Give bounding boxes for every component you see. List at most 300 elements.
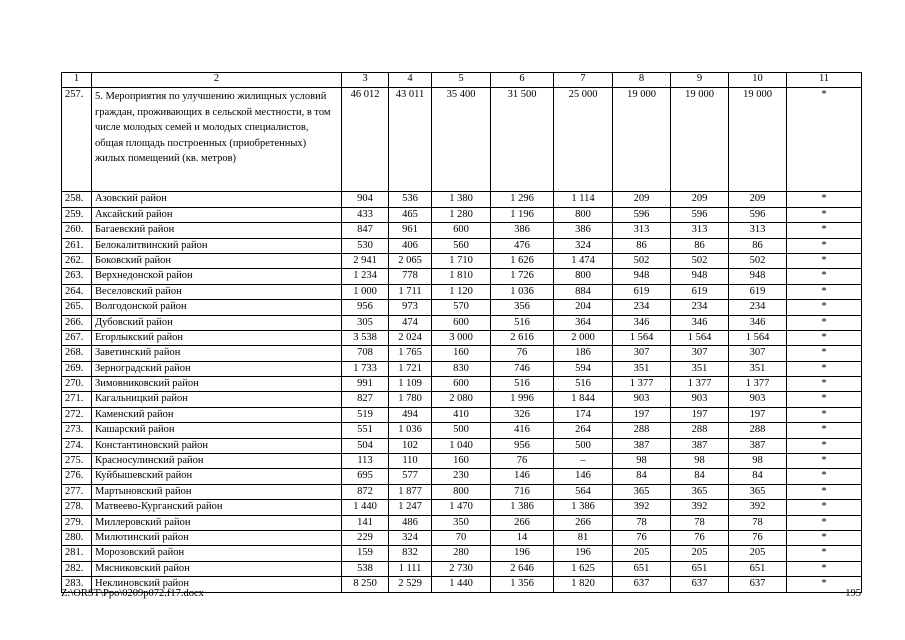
- value-cell: 1 377: [613, 377, 671, 392]
- value-cell: 205: [729, 546, 787, 561]
- value-cell: 2 065: [389, 253, 432, 268]
- value-cell: 800: [432, 484, 491, 499]
- value-cell: 778: [389, 269, 432, 284]
- table-row: [62, 88, 862, 192]
- value-cell: 1 820: [554, 577, 613, 592]
- value-cell: 84: [613, 469, 671, 484]
- value-cell: *: [787, 407, 862, 422]
- table-row: [62, 207, 862, 222]
- table-row: [62, 484, 862, 499]
- value-cell: 146: [491, 469, 554, 484]
- value-cell: *: [787, 315, 862, 330]
- value-cell: 209: [613, 192, 671, 207]
- row-name: 5. Мероприятия по улучшению жилищных условий граждан, проживающих в сельской местности, в том числе молодых семей и молодых специалистов, общая площадь построенных (приобретенных) жилых помещений (кв. метров): [92, 88, 342, 192]
- value-cell: 110: [389, 454, 432, 469]
- value-cell: *: [787, 253, 862, 268]
- table-row: [62, 253, 862, 268]
- value-cell: 326: [491, 407, 554, 422]
- table-row: [62, 469, 862, 484]
- column-header: 3: [342, 73, 389, 88]
- table-row: [62, 192, 862, 207]
- value-cell: 494: [389, 407, 432, 422]
- table-row: [62, 530, 862, 545]
- file-path: Z:\ORST\Ppo\0209p072.f17.docx: [61, 588, 204, 599]
- table-row: [62, 500, 862, 515]
- row-name: Кашарский район: [92, 423, 342, 438]
- value-cell: 1 356: [491, 577, 554, 592]
- value-cell: 596: [613, 207, 671, 222]
- value-cell: 3 000: [432, 330, 491, 345]
- value-cell: 346: [671, 315, 729, 330]
- value-cell: 19 000: [613, 88, 671, 192]
- row-number: 277.: [62, 484, 92, 499]
- value-cell: 25 000: [554, 88, 613, 192]
- row-number: 275.: [62, 454, 92, 469]
- value-cell: *: [787, 561, 862, 576]
- value-cell: 651: [613, 561, 671, 576]
- row-number: 282.: [62, 561, 92, 576]
- value-cell: 1 386: [491, 500, 554, 515]
- value-cell: 186: [554, 346, 613, 361]
- value-cell: *: [787, 484, 862, 499]
- value-cell: 234: [671, 300, 729, 315]
- value-cell: 2 730: [432, 561, 491, 576]
- row-name: Красносулинский район: [92, 454, 342, 469]
- value-cell: 98: [613, 454, 671, 469]
- value-cell: 264: [554, 423, 613, 438]
- value-cell: 847: [342, 223, 389, 238]
- value-cell: 903: [729, 392, 787, 407]
- value-cell: 288: [729, 423, 787, 438]
- column-header: 10: [729, 73, 787, 88]
- value-cell: 102: [389, 438, 432, 453]
- value-cell: 197: [613, 407, 671, 422]
- value-cell: 205: [671, 546, 729, 561]
- table-row: [62, 330, 862, 345]
- value-cell: 1 470: [432, 500, 491, 515]
- row-name: Неклиновский район: [92, 577, 342, 592]
- value-cell: 500: [432, 423, 491, 438]
- row-name: Азовский район: [92, 192, 342, 207]
- row-number: 265.: [62, 300, 92, 315]
- value-cell: 346: [729, 315, 787, 330]
- value-cell: 234: [729, 300, 787, 315]
- value-cell: 1 440: [342, 500, 389, 515]
- value-cell: 387: [613, 438, 671, 453]
- value-cell: 486: [389, 515, 432, 530]
- row-name: Матвеево-Курганский район: [92, 500, 342, 515]
- value-cell: 600: [432, 377, 491, 392]
- value-cell: 1 710: [432, 253, 491, 268]
- value-cell: 324: [389, 530, 432, 545]
- value-cell: 1 280: [432, 207, 491, 222]
- value-cell: 350: [432, 515, 491, 530]
- value-cell: 904: [342, 192, 389, 207]
- value-cell: 160: [432, 454, 491, 469]
- value-cell: *: [787, 530, 862, 545]
- value-cell: 1 036: [491, 284, 554, 299]
- row-name: Веселовский район: [92, 284, 342, 299]
- value-cell: 159: [342, 546, 389, 561]
- value-cell: 356: [491, 300, 554, 315]
- row-name: Боковский район: [92, 253, 342, 268]
- value-cell: *: [787, 361, 862, 376]
- column-header: 4: [389, 73, 432, 88]
- value-cell: 516: [491, 315, 554, 330]
- row-number: 259.: [62, 207, 92, 222]
- value-cell: 86: [671, 238, 729, 253]
- row-number: 268.: [62, 346, 92, 361]
- row-number: 262.: [62, 253, 92, 268]
- value-cell: *: [787, 546, 862, 561]
- value-cell: *: [787, 500, 862, 515]
- value-cell: 351: [613, 361, 671, 376]
- value-cell: 516: [554, 377, 613, 392]
- value-cell: 1 234: [342, 269, 389, 284]
- value-cell: 160: [432, 346, 491, 361]
- value-cell: 716: [491, 484, 554, 499]
- value-cell: 1 780: [389, 392, 432, 407]
- value-cell: 288: [671, 423, 729, 438]
- row-name: Заветинский район: [92, 346, 342, 361]
- value-cell: 365: [671, 484, 729, 499]
- value-cell: 619: [613, 284, 671, 299]
- row-name: Миллеровский район: [92, 515, 342, 530]
- column-header: 11: [787, 73, 862, 88]
- table-row: [62, 423, 862, 438]
- value-cell: 551: [342, 423, 389, 438]
- row-number: 274.: [62, 438, 92, 453]
- row-name: Каменский район: [92, 407, 342, 422]
- value-cell: 956: [342, 300, 389, 315]
- value-cell: 351: [729, 361, 787, 376]
- value-cell: 197: [671, 407, 729, 422]
- value-cell: 1 109: [389, 377, 432, 392]
- value-cell: *: [787, 223, 862, 238]
- value-cell: 364: [554, 315, 613, 330]
- value-cell: 1 626: [491, 253, 554, 268]
- column-header: 9: [671, 73, 729, 88]
- value-cell: 619: [729, 284, 787, 299]
- table-row: [62, 561, 862, 576]
- value-cell: 3 538: [342, 330, 389, 345]
- value-cell: 70: [432, 530, 491, 545]
- value-cell: 266: [554, 515, 613, 530]
- value-cell: 146: [554, 469, 613, 484]
- value-cell: 78: [729, 515, 787, 530]
- value-cell: *: [787, 238, 862, 253]
- column-header: 7: [554, 73, 613, 88]
- value-cell: 81: [554, 530, 613, 545]
- table-row: [62, 223, 862, 238]
- value-cell: 1 380: [432, 192, 491, 207]
- table-row: [62, 377, 862, 392]
- value-cell: 800: [554, 207, 613, 222]
- value-cell: 1 726: [491, 269, 554, 284]
- value-cell: 1 114: [554, 192, 613, 207]
- page-number: 195: [845, 588, 861, 599]
- row-name: Милютинский район: [92, 530, 342, 545]
- value-cell: 98: [671, 454, 729, 469]
- table-body: [62, 73, 862, 593]
- value-cell: 695: [342, 469, 389, 484]
- table-row: [62, 269, 862, 284]
- value-cell: 98: [729, 454, 787, 469]
- value-cell: 903: [613, 392, 671, 407]
- row-number: 280.: [62, 530, 92, 545]
- value-cell: 1 036: [389, 423, 432, 438]
- value-cell: 76: [671, 530, 729, 545]
- value-cell: 465: [389, 207, 432, 222]
- value-cell: *: [787, 423, 862, 438]
- value-cell: 948: [613, 269, 671, 284]
- value-cell: 204: [554, 300, 613, 315]
- column-header: 5: [432, 73, 491, 88]
- table-row: [62, 238, 862, 253]
- value-cell: *: [787, 577, 862, 592]
- value-cell: 2 529: [389, 577, 432, 592]
- value-cell: 86: [729, 238, 787, 253]
- value-cell: 406: [389, 238, 432, 253]
- row-number: 257.: [62, 88, 92, 192]
- value-cell: 1 386: [554, 500, 613, 515]
- value-cell: 46 012: [342, 88, 389, 192]
- value-cell: 1 040: [432, 438, 491, 453]
- row-number: 269.: [62, 361, 92, 376]
- value-cell: 596: [671, 207, 729, 222]
- value-cell: 1 296: [491, 192, 554, 207]
- value-cell: 365: [729, 484, 787, 499]
- value-cell: 594: [554, 361, 613, 376]
- row-name: Егорлыкский район: [92, 330, 342, 345]
- value-cell: 410: [432, 407, 491, 422]
- table-row: [62, 438, 862, 453]
- header-row: [62, 73, 862, 88]
- value-cell: 288: [613, 423, 671, 438]
- value-cell: 76: [613, 530, 671, 545]
- row-name: Мясниковский район: [92, 561, 342, 576]
- value-cell: 2 616: [491, 330, 554, 345]
- value-cell: 1 711: [389, 284, 432, 299]
- table-row: [62, 546, 862, 561]
- value-cell: 600: [432, 223, 491, 238]
- table-row: [62, 361, 862, 376]
- table-row: [62, 407, 862, 422]
- value-cell: *: [787, 346, 862, 361]
- value-cell: 209: [671, 192, 729, 207]
- value-cell: 746: [491, 361, 554, 376]
- value-cell: 1 765: [389, 346, 432, 361]
- value-cell: 1 877: [389, 484, 432, 499]
- value-cell: 519: [342, 407, 389, 422]
- value-cell: 2 024: [389, 330, 432, 345]
- value-cell: 637: [729, 577, 787, 592]
- row-name: Верхнедонской район: [92, 269, 342, 284]
- value-cell: 538: [342, 561, 389, 576]
- value-cell: 280: [432, 546, 491, 561]
- value-cell: 392: [729, 500, 787, 515]
- value-cell: 266: [491, 515, 554, 530]
- value-cell: 31 500: [491, 88, 554, 192]
- value-cell: 872: [342, 484, 389, 499]
- value-cell: 8 250: [342, 577, 389, 592]
- table-row: [62, 284, 862, 299]
- value-cell: 351: [671, 361, 729, 376]
- row-name: Аксайский район: [92, 207, 342, 222]
- table-row: [62, 515, 862, 530]
- row-name: Дубовский район: [92, 315, 342, 330]
- value-cell: 1 721: [389, 361, 432, 376]
- value-cell: 530: [342, 238, 389, 253]
- value-cell: –: [554, 454, 613, 469]
- value-cell: *: [787, 88, 862, 192]
- value-cell: 324: [554, 238, 613, 253]
- value-cell: 19 000: [729, 88, 787, 192]
- value-cell: 619: [671, 284, 729, 299]
- value-cell: 229: [342, 530, 389, 545]
- value-cell: *: [787, 377, 862, 392]
- value-cell: 113: [342, 454, 389, 469]
- data-table: [61, 72, 862, 593]
- row-name: Волгодонской район: [92, 300, 342, 315]
- value-cell: 234: [613, 300, 671, 315]
- value-cell: *: [787, 469, 862, 484]
- row-number: 270.: [62, 377, 92, 392]
- value-cell: 387: [671, 438, 729, 453]
- row-number: 276.: [62, 469, 92, 484]
- value-cell: 35 400: [432, 88, 491, 192]
- value-cell: 637: [613, 577, 671, 592]
- value-cell: 209: [729, 192, 787, 207]
- row-number: 279.: [62, 515, 92, 530]
- value-cell: 84: [729, 469, 787, 484]
- value-cell: 86: [613, 238, 671, 253]
- row-number: 283.: [62, 577, 92, 592]
- value-cell: 476: [491, 238, 554, 253]
- value-cell: 1 196: [491, 207, 554, 222]
- value-cell: *: [787, 438, 862, 453]
- value-cell: 313: [671, 223, 729, 238]
- row-number: 278.: [62, 500, 92, 515]
- value-cell: 365: [613, 484, 671, 499]
- value-cell: 84: [671, 469, 729, 484]
- value-cell: 577: [389, 469, 432, 484]
- value-cell: 43 011: [389, 88, 432, 192]
- value-cell: 1 564: [671, 330, 729, 345]
- value-cell: 1 810: [432, 269, 491, 284]
- value-cell: *: [787, 515, 862, 530]
- value-cell: 1 440: [432, 577, 491, 592]
- value-cell: 708: [342, 346, 389, 361]
- table-row: [62, 300, 862, 315]
- value-cell: 307: [671, 346, 729, 361]
- column-header: 8: [613, 73, 671, 88]
- value-cell: 504: [342, 438, 389, 453]
- value-cell: 1 733: [342, 361, 389, 376]
- value-cell: *: [787, 269, 862, 284]
- row-name: Зерноградский район: [92, 361, 342, 376]
- value-cell: 832: [389, 546, 432, 561]
- value-cell: *: [787, 300, 862, 315]
- value-cell: 536: [389, 192, 432, 207]
- value-cell: 387: [729, 438, 787, 453]
- row-name: Зимовниковский район: [92, 377, 342, 392]
- row-number: 267.: [62, 330, 92, 345]
- value-cell: 1 377: [671, 377, 729, 392]
- value-cell: 948: [671, 269, 729, 284]
- value-cell: 1 564: [729, 330, 787, 345]
- value-cell: 502: [671, 253, 729, 268]
- value-cell: 600: [432, 315, 491, 330]
- value-cell: 386: [554, 223, 613, 238]
- value-cell: 2 080: [432, 392, 491, 407]
- column-header: 6: [491, 73, 554, 88]
- row-name: Мартыновский район: [92, 484, 342, 499]
- row-number: 273.: [62, 423, 92, 438]
- value-cell: 973: [389, 300, 432, 315]
- value-cell: 827: [342, 392, 389, 407]
- value-cell: 596: [729, 207, 787, 222]
- row-number: 260.: [62, 223, 92, 238]
- value-cell: 502: [729, 253, 787, 268]
- value-cell: 564: [554, 484, 613, 499]
- value-cell: 948: [729, 269, 787, 284]
- value-cell: 560: [432, 238, 491, 253]
- value-cell: 1 996: [491, 392, 554, 407]
- value-cell: 516: [491, 377, 554, 392]
- value-cell: 313: [729, 223, 787, 238]
- row-number: 261.: [62, 238, 92, 253]
- value-cell: 230: [432, 469, 491, 484]
- value-cell: 1 000: [342, 284, 389, 299]
- column-header: 1: [62, 73, 92, 88]
- row-number: 271.: [62, 392, 92, 407]
- value-cell: 174: [554, 407, 613, 422]
- table-row: [62, 315, 862, 330]
- value-cell: 1 625: [554, 561, 613, 576]
- value-cell: 313: [613, 223, 671, 238]
- value-cell: 502: [613, 253, 671, 268]
- column-header: 2: [92, 73, 342, 88]
- value-cell: 392: [613, 500, 671, 515]
- value-cell: 141: [342, 515, 389, 530]
- value-cell: 196: [554, 546, 613, 561]
- row-number: 263.: [62, 269, 92, 284]
- value-cell: 956: [491, 438, 554, 453]
- value-cell: 1 474: [554, 253, 613, 268]
- value-cell: 2 646: [491, 561, 554, 576]
- value-cell: 2 000: [554, 330, 613, 345]
- row-number: 264.: [62, 284, 92, 299]
- value-cell: 197: [729, 407, 787, 422]
- value-cell: 651: [729, 561, 787, 576]
- value-cell: 1 844: [554, 392, 613, 407]
- value-cell: 307: [729, 346, 787, 361]
- value-cell: 1 120: [432, 284, 491, 299]
- row-number: 281.: [62, 546, 92, 561]
- value-cell: 903: [671, 392, 729, 407]
- row-name: Кагальницкий район: [92, 392, 342, 407]
- row-number: 258.: [62, 192, 92, 207]
- value-cell: 433: [342, 207, 389, 222]
- row-name: Морозовский район: [92, 546, 342, 561]
- value-cell: 307: [613, 346, 671, 361]
- row-name: Багаевский район: [92, 223, 342, 238]
- value-cell: 991: [342, 377, 389, 392]
- value-cell: 830: [432, 361, 491, 376]
- value-cell: 416: [491, 423, 554, 438]
- value-cell: 76: [491, 346, 554, 361]
